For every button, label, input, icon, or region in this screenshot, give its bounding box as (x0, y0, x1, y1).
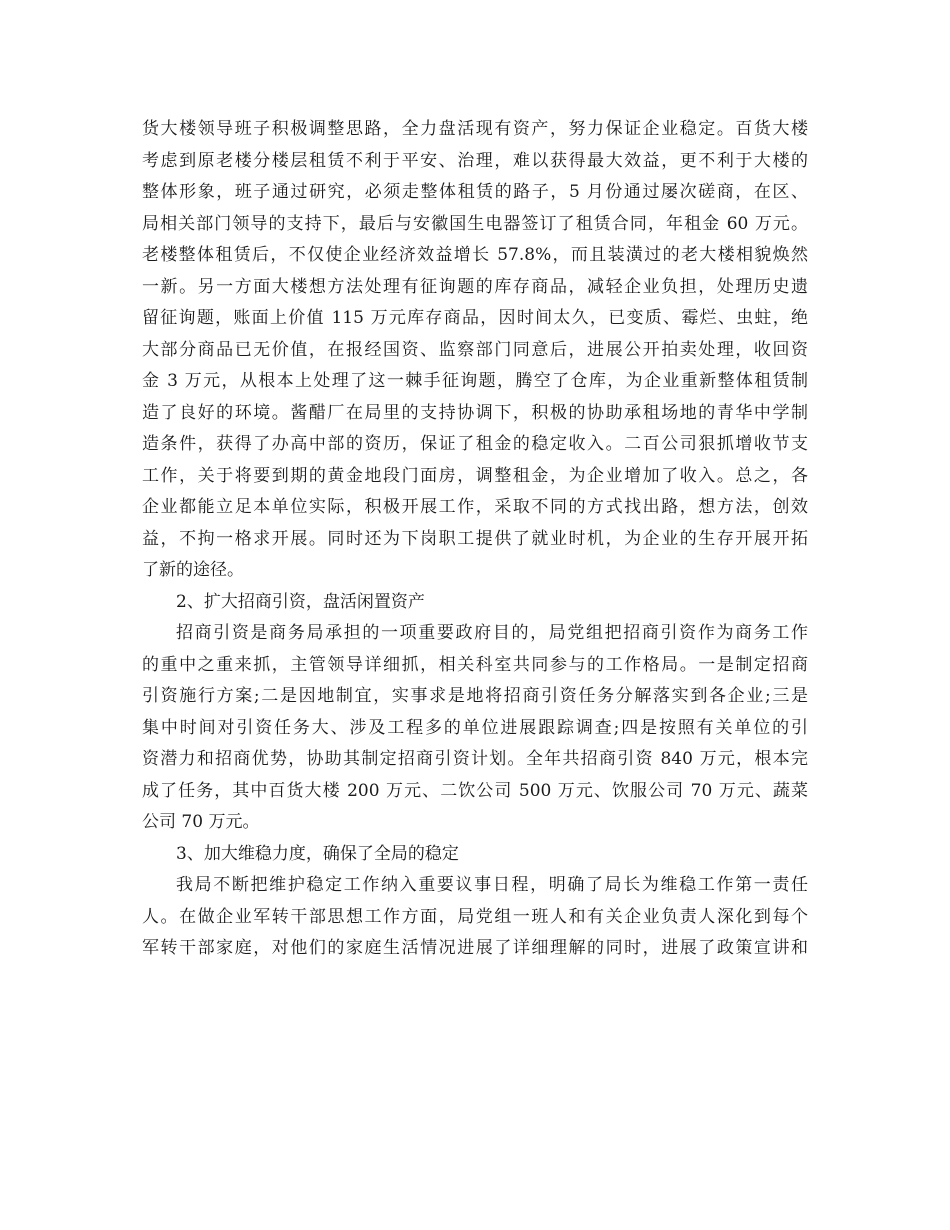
paragraph-investment (142, 618, 808, 839)
text-line: 公司 70 万元。 (142, 812, 260, 832)
paragraph-stability (142, 870, 808, 965)
text-line: 引资施行方案;二是因地制宜，实事求是地将招商引资任务分解落实到各企业;三是 (142, 686, 808, 706)
text-line: 造条件，获得了办高中部的资历，保证了租金的稳定收入。二百公司狠抓增收节支 (142, 434, 808, 454)
text-line: 了新的途径。 (142, 560, 244, 580)
text-line: 局相关部门领导的支持下，最后与安徽国生电器签订了租赁合同，年租金 60 万元。 (142, 213, 808, 234)
text-line: 工作，关于将要到期的黄金地段门面房，调整租金，为企业增加了收入。总之，各 (142, 465, 808, 486)
section-heading-stability: 3、加大维稳力度，确保了全局的稳定 (176, 843, 459, 864)
text-line: 货大楼领导班子积极调整思路，全力盘活现有资产，努力保证企业稳定。百货大楼 (142, 119, 808, 139)
paragraph-asset-revitalization (142, 114, 808, 587)
text-line: 资潜力和招商优势，协助其制定招商引资计划。全年共招商引资 840 万元，根本完 (142, 749, 808, 769)
text-line: 金 3 万元，从根本上处理了这一棘手征询题，腾空了仓库，为企业重新整体租赁制 (142, 371, 808, 391)
text-line: 大部分商品已无价值，在报经国资、监察部门同意后，进展公开拍卖处理，收回资 (142, 339, 808, 360)
text-line: 我局不断把维护稳定工作纳入重要议事日程，明确了局长为维稳工作第一责任 (176, 875, 808, 895)
text-line: 益，不拘一格求开展。同时还为下岗职工提供了就业时机，为企业的生存开展开拓 (142, 528, 808, 549)
section-heading-investment: 2、扩大招商引资，盘活闲置资产 (176, 591, 425, 612)
text-line: 人。在做企业军转干部思想工作方面，局党组一班人和有关企业负责人深化到每个 (142, 906, 808, 927)
text-line: 一新。另一方面大楼想方法处理有征询题的库存商品，减轻企业负担，处理历史遗 (142, 276, 808, 297)
text-line: 整体形象，班子通过研究，必须走整体租赁的路子，5 月份通过屡次磋商，在区、 (142, 182, 808, 202)
text-line: 老楼整体租赁后，不仅使企业经济效益增长 57.8%，而且装潢过的老大楼相貌焕然 (142, 245, 808, 265)
text-line: 军转干部家庭，对他们的家庭生活情况进展了详细理解的同时，进展了政策宣讲和 (142, 938, 808, 958)
text-line: 成了任务，其中百货大楼 200 万元、二饮公司 500 万元、饮服公司 70 万元、蔬菜 (142, 780, 808, 801)
document-page (142, 114, 808, 965)
text-line: 企业都能立足本单位实际，积极开展工作，采取不同的方式找出路，想方法，创效 (142, 497, 808, 517)
text-line: 留征询题，账面上价值 115 万元库存商品，因时间太久，已变质、霉烂、虫蛀，绝 (142, 308, 808, 328)
text-line: 招商引资是商务局承担的一项重要政府目的，局党组把招商引资作为商务工作 (176, 623, 808, 643)
text-line: 考虑到原老楼分楼层租赁不利于平安、治理，难以获得最大效益，更不利于大楼的 (142, 150, 808, 171)
text-line: 集中时间对引资任务大、涉及工程多的单位进展跟踪调查;四是按照有关单位的引 (142, 717, 808, 738)
text-line: 造了良好的环境。酱醋厂在局里的支持协调下，积极的协助承租场地的青华中学制 (142, 402, 808, 423)
text-line: 的重中之重来抓，主管领导详细抓，相关科室共同参与的工作格局。一是制定招商 (142, 654, 808, 675)
